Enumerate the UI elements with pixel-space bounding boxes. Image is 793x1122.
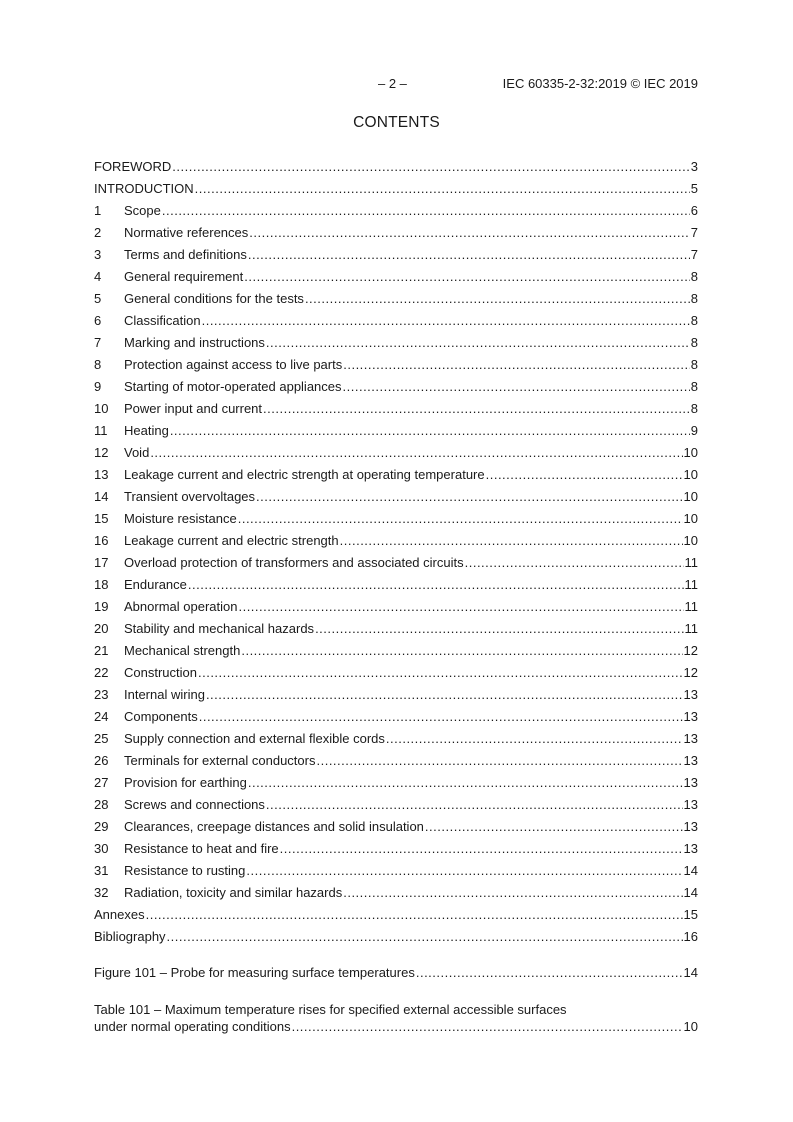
dot-leader	[206, 684, 683, 706]
toc-entry-title: Terms and definitions	[124, 247, 247, 262]
toc-entry[interactable]	[94, 508, 698, 530]
toc-entry-number: 12	[94, 445, 109, 460]
toc-entry-title: Transient overvoltages	[124, 489, 256, 504]
toc-entry-page: 14	[683, 885, 698, 900]
dot-leader	[465, 552, 684, 574]
dot-leader	[198, 662, 683, 684]
table-entry[interactable]	[94, 1001, 698, 1035]
toc-entry-title: Endurance	[124, 577, 187, 592]
toc-entry-number: 4	[94, 269, 102, 284]
toc-entry-number: 32	[94, 885, 109, 900]
toc-entry-number: 24	[94, 709, 109, 724]
toc-entry-page: 10	[683, 511, 698, 526]
toc-entry-page: 11	[684, 621, 698, 636]
toc-entry-title: Starting of motor-operated appliances	[124, 379, 342, 394]
dot-leader	[238, 508, 683, 530]
toc-entry-title: Overload protection of transformers and associated circuits	[124, 555, 464, 570]
toc-entry-number: 9	[94, 379, 102, 394]
toc-entry-page: 13	[683, 753, 698, 768]
toc-entry[interactable]	[94, 750, 698, 772]
toc-entry-title: Mechanical strength	[124, 643, 241, 658]
toc-entry[interactable]	[94, 684, 698, 706]
toc-entry-page: 10	[683, 445, 698, 460]
dot-leader	[199, 706, 683, 728]
document-reference: IEC 60335-2-32:2019 © IEC 2019	[502, 76, 698, 91]
toc-entry-page: 13	[683, 841, 698, 856]
dot-leader	[315, 618, 683, 640]
toc-entry[interactable]	[94, 486, 698, 508]
dot-leader	[416, 962, 683, 984]
dot-leader	[246, 860, 682, 882]
toc-entry-page: 13	[683, 819, 698, 834]
toc-entry-number: 20	[94, 621, 109, 636]
dot-leader	[172, 156, 689, 178]
toc-entry[interactable]	[94, 618, 698, 640]
toc-entry-number: 8	[94, 357, 102, 372]
toc-entry-number: 14	[94, 489, 109, 504]
toc-entry-title: Abnormal operation	[124, 599, 238, 614]
toc-entry-number: 3	[94, 247, 102, 262]
toc-entry[interactable]	[94, 442, 698, 464]
dot-leader	[266, 332, 690, 354]
toc-entry-title: Construction	[124, 665, 197, 680]
toc-entry-title: Components	[124, 709, 198, 724]
toc-entry-title: Marking and instructions	[124, 335, 265, 350]
toc-entry-page: 13	[683, 731, 698, 746]
dot-leader	[170, 420, 690, 442]
dot-leader	[248, 772, 683, 794]
dot-leader	[150, 442, 682, 464]
toc-entry-page: 13	[683, 775, 698, 790]
toc-entry[interactable]	[94, 200, 698, 222]
toc-entry-number: 1	[94, 203, 102, 218]
list-of-figures	[94, 962, 698, 984]
toc-entry[interactable]	[94, 706, 698, 728]
toc-entry-page: 15	[683, 907, 698, 922]
toc-entry-title: Resistance to heat and fire	[124, 841, 279, 856]
toc-entry-title: Radiation, toxicity and similar hazards	[124, 885, 343, 900]
toc-entry-title: Resistance to rusting	[124, 863, 246, 878]
toc-entry[interactable]	[94, 288, 698, 310]
toc-entry[interactable]	[94, 244, 698, 266]
toc-entry-number: 30	[94, 841, 109, 856]
toc-entry-number: 10	[94, 401, 109, 416]
dot-leader	[305, 288, 690, 310]
toc-entry-title: Leakage current and electric strength	[124, 533, 339, 548]
toc-entry-page: 6	[690, 203, 698, 218]
toc-entry[interactable]	[94, 662, 698, 684]
toc-entry[interactable]	[94, 310, 698, 332]
toc-entry[interactable]	[94, 816, 698, 838]
toc-entry-number: 11	[94, 423, 108, 438]
toc-entry-page: 16	[683, 929, 698, 944]
page-header	[0, 76, 793, 92]
toc-entry-number: 17	[94, 555, 109, 570]
toc-entry-page: 14	[683, 863, 698, 878]
toc-entry-page: 8	[690, 313, 698, 328]
dot-leader	[263, 398, 690, 420]
toc-entry-number: 29	[94, 819, 109, 834]
toc-entry-number: 31	[94, 863, 109, 878]
dot-leader	[280, 838, 683, 860]
dot-leader	[343, 882, 682, 904]
toc-entry-page: 11	[684, 599, 698, 614]
toc-entry[interactable]	[94, 376, 698, 398]
toc-entry[interactable]	[94, 464, 698, 486]
table-of-contents	[94, 156, 698, 948]
toc-entry-page: 5	[690, 181, 698, 196]
toc-entry-title: Normative references	[124, 225, 249, 240]
toc-entry-page: 8	[690, 269, 698, 284]
toc-entry-page: 11	[684, 555, 698, 570]
toc-entry[interactable]	[94, 640, 698, 662]
toc-entry-number: 19	[94, 599, 109, 614]
table-entry-title: Table 101 – Maximum temperature rises for specified external accessible surfaces	[94, 1002, 567, 1017]
toc-entry[interactable]	[94, 178, 698, 200]
dot-leader	[167, 926, 683, 948]
toc-entry-number: 23	[94, 687, 109, 702]
toc-entry-page: 13	[683, 797, 698, 812]
dot-leader	[343, 354, 690, 376]
toc-entry[interactable]	[94, 838, 698, 860]
dot-leader	[146, 904, 683, 926]
toc-entry-number: 18	[94, 577, 109, 592]
toc-entry-page: 8	[690, 379, 698, 394]
toc-entry[interactable]	[94, 398, 698, 420]
toc-entry-page: 9	[690, 423, 698, 438]
toc-entry-number: 2	[94, 225, 102, 240]
contents-title: CONTENTS	[353, 114, 440, 131]
toc-entry-number: 15	[94, 511, 109, 526]
figure-entry[interactable]	[94, 962, 698, 984]
figure-entry-title: Figure 101 – Probe for measuring surface temperatures	[94, 965, 415, 980]
toc-entry-page: 7	[690, 225, 698, 240]
toc-entry-number: 6	[94, 313, 102, 328]
toc-entry-title: FOREWORD	[94, 159, 172, 174]
toc-entry[interactable]	[94, 728, 698, 750]
toc-entry[interactable]	[94, 156, 698, 178]
dot-leader	[256, 486, 683, 508]
dot-leader	[340, 530, 683, 552]
toc-entry-page: 13	[683, 709, 698, 724]
dot-leader	[202, 310, 690, 332]
toc-entry[interactable]	[94, 926, 698, 948]
toc-entry[interactable]	[94, 772, 698, 794]
dot-leader	[292, 1018, 683, 1035]
table-entry-title-continued: under normal operating conditions	[94, 1019, 291, 1034]
toc-entry-title: Internal wiring	[124, 687, 205, 702]
toc-entry[interactable]	[94, 222, 698, 244]
figure-entry-page: 14	[683, 965, 698, 980]
dot-leader	[486, 464, 683, 486]
toc-entry-number: 26	[94, 753, 109, 768]
toc-entry-title: General requirement	[124, 269, 244, 284]
dot-leader	[249, 222, 689, 244]
toc-entry-page: 12	[683, 665, 698, 680]
toc-entry-title: Bibliography	[94, 929, 166, 944]
toc-entry-title: Leakage current and electric strength at operating temperature	[124, 467, 485, 482]
toc-entry[interactable]	[94, 354, 698, 376]
dot-leader	[316, 750, 682, 772]
toc-entry-number: 27	[94, 775, 109, 790]
toc-entry[interactable]	[94, 860, 698, 882]
toc-entry-page: 10	[683, 533, 698, 548]
toc-entry[interactable]	[94, 794, 698, 816]
toc-entry-title: Stability and mechanical hazards	[124, 621, 315, 636]
toc-entry-number: 16	[94, 533, 109, 548]
toc-entry-page: 13	[683, 687, 698, 702]
dot-leader	[386, 728, 683, 750]
toc-entry[interactable]	[94, 266, 698, 288]
toc-entry-page: 3	[690, 159, 698, 174]
toc-entry-title: Protection against access to live parts	[124, 357, 343, 372]
toc-entry-title: Annexes	[94, 907, 145, 922]
toc-entry-title: Classification	[124, 313, 201, 328]
dot-leader	[188, 574, 684, 596]
toc-entry-title: INTRODUCTION	[94, 181, 194, 196]
list-of-tables	[94, 1001, 698, 1035]
dot-leader	[238, 596, 683, 618]
toc-entry-title: Screws and connections	[124, 797, 265, 812]
toc-entry-title: Heating	[124, 423, 169, 438]
dot-leader	[266, 794, 683, 816]
toc-entry-title: Terminals for external conductors	[124, 753, 316, 768]
toc-entry[interactable]	[94, 574, 698, 596]
dot-leader	[195, 178, 690, 200]
toc-entry-number: 5	[94, 291, 102, 306]
dot-leader	[162, 200, 690, 222]
toc-entry-page: 8	[690, 357, 698, 372]
toc-entry-page: 12	[683, 643, 698, 658]
dot-leader	[343, 376, 690, 398]
toc-entry-title: Provision for earthing	[124, 775, 247, 790]
toc-entry[interactable]	[94, 882, 698, 904]
toc-entry-page: 8	[690, 335, 698, 350]
toc-entry-number: 25	[94, 731, 109, 746]
toc-entry-page: 7	[690, 247, 698, 262]
dot-leader	[248, 244, 690, 266]
toc-entry-title: Power input and current	[124, 401, 263, 416]
toc-entry-number: 7	[94, 335, 102, 350]
toc-entry-page: 11	[684, 577, 698, 592]
toc-entry-title: Scope	[124, 203, 161, 218]
toc-entry-number: 28	[94, 797, 109, 812]
toc-entry-page: 8	[690, 401, 698, 416]
toc-entry-number: 21	[94, 643, 109, 658]
toc-entry-number: 22	[94, 665, 109, 680]
dot-leader	[425, 816, 683, 838]
toc-entry-page: 10	[683, 467, 698, 482]
dot-leader	[241, 640, 682, 662]
toc-entry[interactable]	[94, 530, 698, 552]
toc-entry-page: 10	[683, 489, 698, 504]
toc-entry[interactable]	[94, 420, 698, 442]
toc-entry-title: Clearances, creepage distances and solid insulation	[124, 819, 424, 834]
table-entry-line	[94, 1018, 698, 1035]
toc-entry-title: Void	[124, 445, 150, 460]
toc-entry-title: Supply connection and external flexible cords	[124, 731, 385, 746]
page-number: – 2 –	[378, 76, 407, 91]
dot-leader	[244, 266, 690, 288]
toc-entry[interactable]	[94, 552, 698, 574]
toc-entry[interactable]	[94, 596, 698, 618]
toc-entry-page: 8	[690, 291, 698, 306]
toc-entry-title: General conditions for the tests	[124, 291, 304, 306]
table-entry-page: 10	[683, 1019, 698, 1034]
toc-entry[interactable]	[94, 332, 698, 354]
toc-entry-title: Moisture resistance	[124, 511, 237, 526]
toc-entry-number: 13	[94, 467, 109, 482]
toc-entry[interactable]	[94, 904, 698, 926]
